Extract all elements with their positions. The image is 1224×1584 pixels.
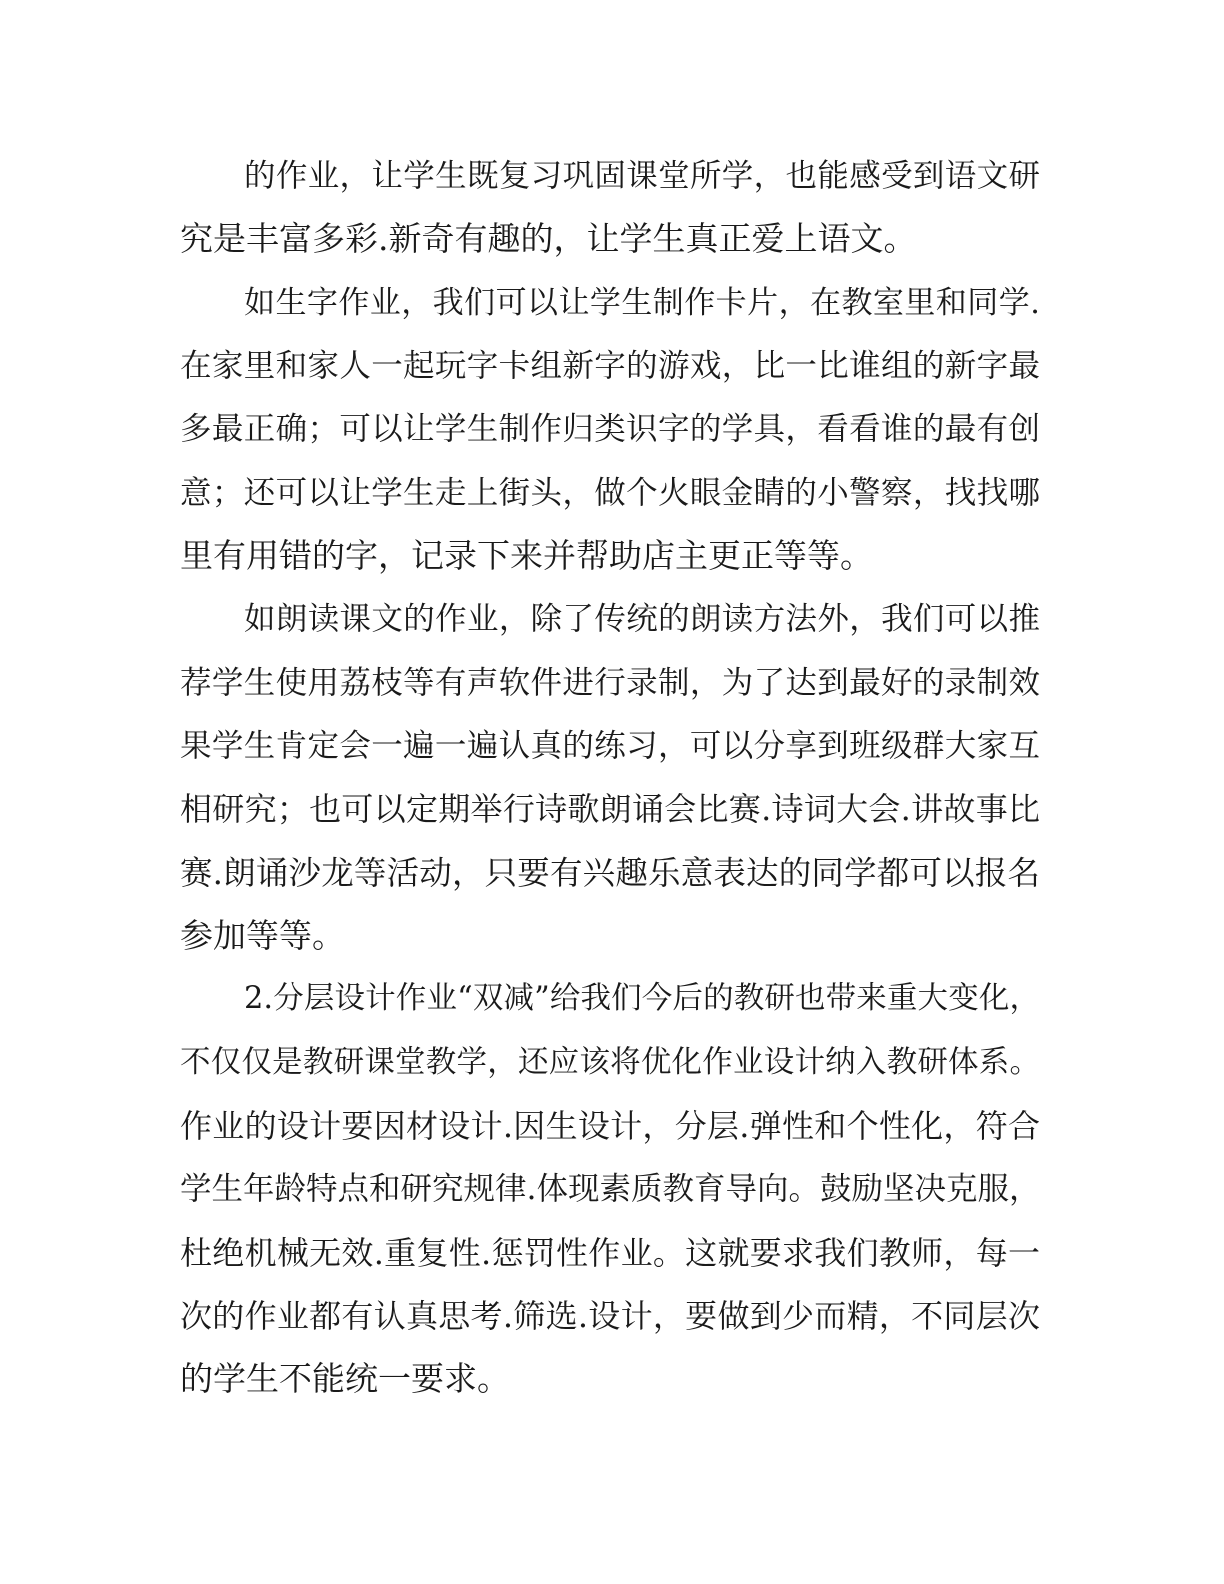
text-line: 次的作业都有认真思考.筛选.设计，要做到少而精，不同层次 <box>180 1297 1040 1335</box>
text-line: 学生年龄特点和研究规律.体现素质教育导向。鼓励坚决克服， <box>180 1171 1041 1207</box>
text-line: 荐学生使用荔枝等有声软件进行录制，为了达到最好的录制效 <box>180 665 1040 701</box>
text-line: 在家里和家人一起玩字卡组新字的游戏，比一比谁组的新字最 <box>180 348 1040 384</box>
text-line: 如朗读课文的作业，除了传统的朗读方法外，我们可以推 <box>244 601 1040 637</box>
text-line: 果学生肯定会一遍一遍认真的练习，可以分享到班级群大家互 <box>180 728 1040 764</box>
text-line: 不仅仅是教研课堂教学，还应该将优化作业设计纳入教研体系。 <box>180 1045 1040 1080</box>
text-line: 如生字作业，我们可以让学生制作卡片，在教室里和同学. <box>244 285 1040 321</box>
text-line: 参加等等。 <box>180 916 345 955</box>
text-line: 作业的设计要因材设计.因生设计，分层.弹性和个性化，符合 <box>180 1107 1040 1145</box>
text-line: 的作业，让学生既复习巩固课堂所学，也能感受到语文研 <box>244 158 1040 194</box>
text-line: 相研究；也可以定期举行诗歌朗诵会比赛.诗词大会.讲故事比 <box>180 790 1040 828</box>
text-line: 的学生不能统一要求。 <box>180 1359 510 1398</box>
text-line: 2.分层设计作业“双减”给我们今后的教研也带来重大变化， <box>244 981 1040 1016</box>
text-line: 里有用错的字，记录下来并帮助店主更正等等。 <box>180 536 873 575</box>
text-line: 赛.朗诵沙龙等活动，只要有兴趣乐意表达的同学都可以报名 <box>180 854 1040 892</box>
text-line: 究是丰富多彩.新奇有趣的，让学生真正爱上语文。 <box>180 219 917 258</box>
text-line: 意；还可以让学生走上街头，做个火眼金睛的小警察，找找哪 <box>180 475 1040 511</box>
text-line: 杜绝机械无效.重复性.惩罚性作业。这就要求我们教师，每一 <box>180 1234 1040 1272</box>
text-line: 多最正确；可以让学生制作归类识字的学具，看看谁的最有创 <box>180 411 1040 447</box>
